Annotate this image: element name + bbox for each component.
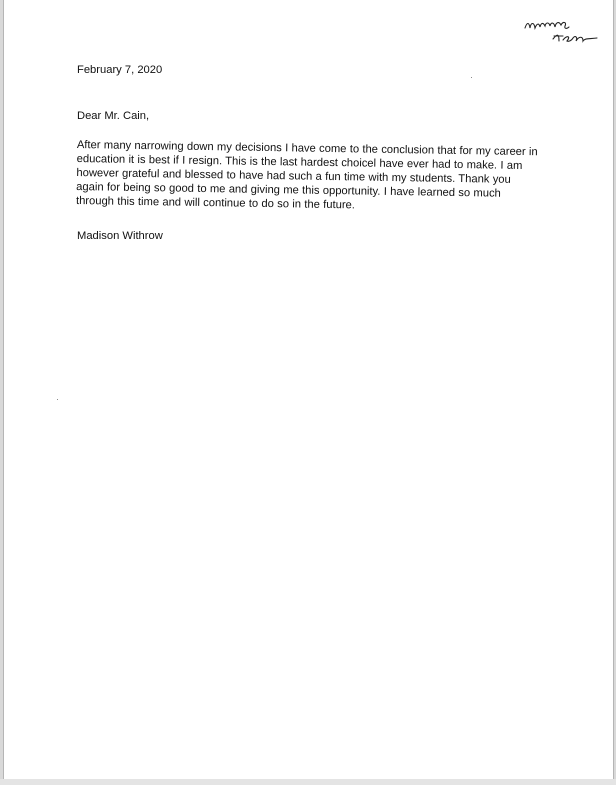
handwritten-annotation (523, 14, 599, 48)
letter-signature: Madison Withrow (77, 230, 163, 242)
letter-body: After many narrowing down my decisions I have come to the conclusion that for my career in education it is best if I resign. This is the last hardest choicel have ever had to make. I am however grateful and blessed to have had such a fun time with my students. Thank you again for being so good to me and giving me this opportunity. I have learned so much through this time and will continue to do so in the future. (75, 138, 538, 212)
scan-speck (471, 77, 472, 78)
letter-content (75, 63, 538, 242)
letter-date: February 7, 2020 (77, 64, 163, 76)
letter-salutation: Dear Mr. Cain, (77, 110, 150, 122)
document-page (3, 0, 614, 779)
viewer-bottom-bar (0, 779, 616, 785)
scan-speck (57, 399, 58, 400)
